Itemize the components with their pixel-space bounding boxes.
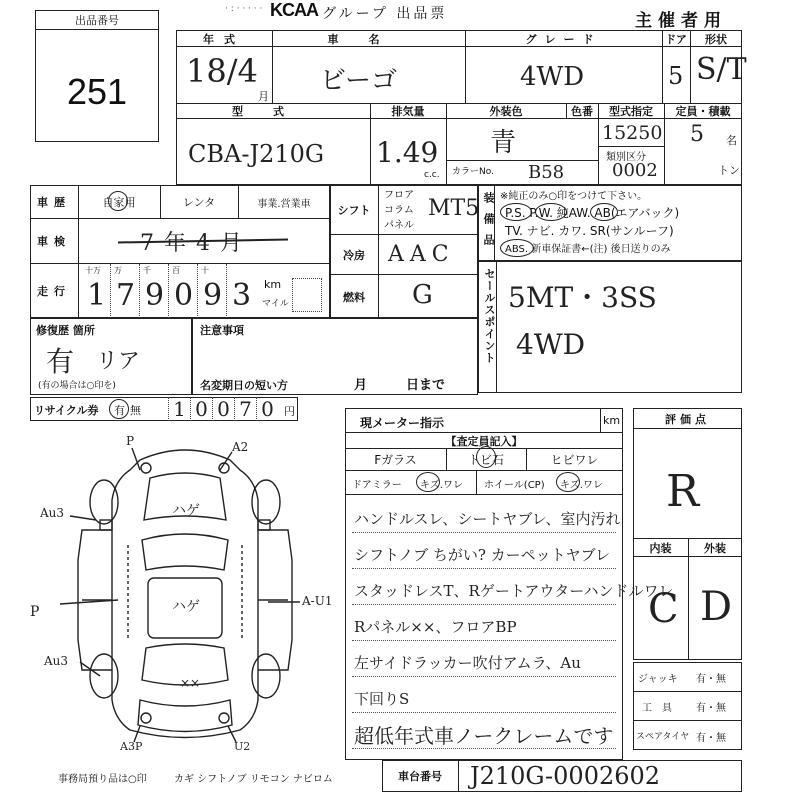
mileage-digit-label: 百 [172, 266, 180, 275]
chassis-value: J210G-0002602 [470, 762, 661, 790]
capacity-label: 定員・積載 [675, 105, 731, 118]
mileage-digit-value: 9 [203, 278, 223, 313]
mark-rear-au3: Au3 [44, 654, 69, 668]
interior-score: C [648, 586, 679, 632]
mark-rear-u2: U2 [234, 740, 251, 753]
model-label: 型式 [232, 105, 314, 118]
mark-rear-xx: ×× [180, 676, 201, 690]
equipment-row-1: P.S. P.W. 純AW. AB(エアバック) [505, 206, 680, 220]
color-label: 外装色 [489, 105, 523, 118]
displacement-value: 1.49 [376, 136, 439, 169]
repair-value: 有 [46, 345, 75, 378]
note-line: ハンドルスレ、シートヤブレ、室内汚れ [354, 510, 621, 528]
jack-choice: 有・無 [696, 674, 726, 685]
capacity-unit: 名 [726, 134, 737, 147]
color-code-label: カラーNo. [452, 167, 494, 177]
exterior-score: D [700, 584, 733, 630]
organizer-label: 主催者用 [635, 11, 727, 31]
spare-tire-label: スペアタイヤ [636, 732, 690, 742]
shape-label: 形状 [705, 32, 727, 46]
recycle-digit: 0 [190, 397, 212, 421]
brand-logo: KCAA [270, 0, 318, 20]
inspection-value: 7年4月 [140, 231, 252, 256]
repair-label: 修復歴 箇所 [36, 324, 95, 337]
deposit-note: 事務局預り品は○印 [58, 774, 147, 785]
color-number-label: 色番 [571, 105, 593, 118]
mark-hood-hage: ハゲ [172, 503, 200, 519]
capacity-value: 5 [690, 122, 704, 147]
note-rule [352, 676, 616, 677]
mileage-digit-value: 3 [232, 278, 252, 313]
lot-number-label: 出品番号 [75, 14, 119, 27]
shift-value: MT5 [428, 196, 480, 221]
color-code-value: B58 [528, 162, 565, 183]
mileage-digit-value: 9 [145, 278, 165, 313]
note-line: 下回りS [354, 690, 410, 708]
recycle-label: リサイクル券 [34, 404, 99, 417]
rating-score: R [666, 466, 700, 517]
wheel-label: ホイール(CP) [484, 480, 545, 491]
name-label: 車名 [327, 32, 410, 46]
door-mirror-option: キズ.ワレ [420, 480, 463, 491]
mark-front-p: P [126, 434, 135, 448]
repair-note: (有の場合は○印を) [38, 381, 116, 391]
mileage-digit-value: 0 [174, 278, 194, 313]
grade-label: グレード [525, 32, 602, 46]
mark-left-au3: Au3 [40, 506, 65, 520]
note-line: 超低年式車ノークレームです [354, 724, 614, 748]
equipment-row-3: ABS. 新車保証書←(注) 後日送りのみ [505, 244, 671, 255]
car-name-value: ビーゴ [320, 66, 397, 96]
mileage-digit-label: 十 [201, 266, 209, 275]
shift-panel: パネル [384, 220, 414, 231]
mileage-digit-value: 7 [116, 278, 136, 313]
class-label: 類別区分 [606, 152, 646, 163]
note-line: Rパネル××、フロアBP [354, 618, 517, 636]
color-value: 青 [490, 128, 517, 158]
recycle-digit: 1 [168, 397, 190, 421]
fuel-value: G [412, 280, 433, 310]
front-glass-label: Fガラス [374, 453, 417, 467]
model-spec-value: 15250 [602, 122, 663, 144]
ac-value: AAC [388, 242, 455, 267]
caution-label: 注意事項 [200, 324, 244, 337]
note-rule [352, 640, 616, 641]
recycle-digit: 0 [212, 397, 234, 421]
mileage-label: 走行 [37, 285, 71, 298]
recycle-has: 有 [114, 404, 125, 417]
jack-label: ジャッキ [638, 674, 678, 685]
doors-value: 5 [668, 62, 684, 90]
mileage-digit-label: 万 [114, 266, 122, 275]
spare-tire-choice: 有・無 [696, 733, 726, 744]
interior-label: 内装 [649, 541, 672, 555]
inspection-label: 車検 [37, 235, 71, 248]
ton-unit: トン [718, 164, 740, 177]
note-rule [352, 604, 616, 605]
sheet-title: グループ 出品票 [322, 6, 448, 22]
stone-chip-label: トビ石 [467, 453, 504, 467]
recycle-none: 無 [130, 404, 141, 417]
history-label: 車歴 [37, 196, 71, 209]
repair-location: リア [96, 349, 141, 374]
tool-label: 工具 [642, 703, 682, 714]
doors-label: ドア [665, 32, 687, 46]
note-line: シフトノブ ちがい? カーペットヤブレ [354, 546, 611, 564]
year-value: 18/4 [186, 52, 258, 90]
mark-front-a2: A2 [232, 440, 249, 454]
deadline-month: 月 [354, 378, 368, 393]
deadline-label: 名変期日の短い方 [200, 379, 288, 392]
wheel-scratch-circle [556, 472, 580, 492]
shift-label: シフト [337, 204, 371, 217]
deposit-items: カギ シフトノブ リモコン ナビロム [174, 774, 333, 785]
displacement-label: 排気量 [391, 105, 425, 118]
mileage-digit-value: 1 [87, 278, 107, 313]
inspector-entry-label: 【査定員記入】 [445, 434, 523, 448]
mark-rear-a3p: A3P [120, 740, 143, 753]
sales-point-line-1: 5MT・3SS [508, 281, 657, 314]
mark-left-p: P [30, 604, 40, 620]
history-rental: レンタ [182, 196, 216, 209]
note-rule [352, 532, 616, 533]
tool-choice: 有・無 [696, 703, 726, 714]
note-line: 左サイドラッカー吹付アムラ、Au [354, 654, 581, 672]
sales-point-line-2: 4WD [516, 328, 586, 361]
history-business: 事業.営業車 [257, 198, 311, 210]
mirror-scratch-circle [416, 472, 440, 492]
mileage-digit-label: 千 [143, 266, 151, 275]
lot-number: 251 [66, 71, 128, 112]
note-rule [352, 712, 616, 713]
fuel-label: 燃料 [343, 290, 365, 304]
top-dots: · : · · · · · [225, 4, 263, 14]
shift-floor: フロア [384, 190, 414, 201]
mark-right-au1: A-U1 [302, 594, 333, 608]
recycle-yen: 円 [284, 405, 295, 418]
mile-label: マイル [262, 299, 289, 309]
mileage-digit-label: 十万 [85, 266, 101, 275]
note-line: スタッドレスT、Rゲートアウターハンドルワレ [354, 582, 674, 600]
recycle-digit: 7 [234, 397, 256, 421]
year-label: 年式 [203, 32, 245, 46]
equipment-row-2: TV. ナビ. カワ. SR(サンルーフ) [505, 224, 674, 238]
equipment-side-label: 装備品 [482, 192, 495, 255]
door-mirror-label: ドアミラー [352, 480, 402, 491]
mark-roof-hage: ハゲ [172, 599, 200, 615]
grade-value: 4WD [520, 62, 585, 92]
ac-label: 冷房 [343, 248, 365, 262]
model-spec-label: 型式指定 [609, 105, 653, 118]
meter-km: km [603, 414, 621, 427]
model-value: CBA-J210G [188, 140, 325, 168]
class-value: 0002 [612, 160, 658, 181]
crack-label: ヒビワレ [550, 453, 599, 467]
stone-chip-circle [476, 446, 496, 468]
meter-label: 現メーター指示 [360, 416, 445, 430]
shape-value: S/T [696, 52, 747, 87]
sales-point-side-label: セールスポイント [483, 268, 496, 364]
recycle-digit: 0 [256, 397, 278, 421]
shift-column: コラム [384, 205, 414, 216]
wheel-option: キズ.ワレ [560, 480, 603, 491]
exterior-label: 外装 [704, 541, 726, 555]
note-rule [352, 568, 616, 569]
history-private: 自家用 [102, 196, 136, 209]
cc-unit: c.c. [424, 170, 440, 180]
chassis-label: 車台番号 [398, 770, 442, 783]
km-label: km [264, 278, 282, 291]
equipment-note: ※純正のみ○印をつけて下さい。 [500, 191, 648, 202]
rating-label: 評価点 [665, 412, 710, 426]
deadline-day: 日まで [406, 378, 446, 393]
month-unit: 月 [258, 90, 269, 103]
